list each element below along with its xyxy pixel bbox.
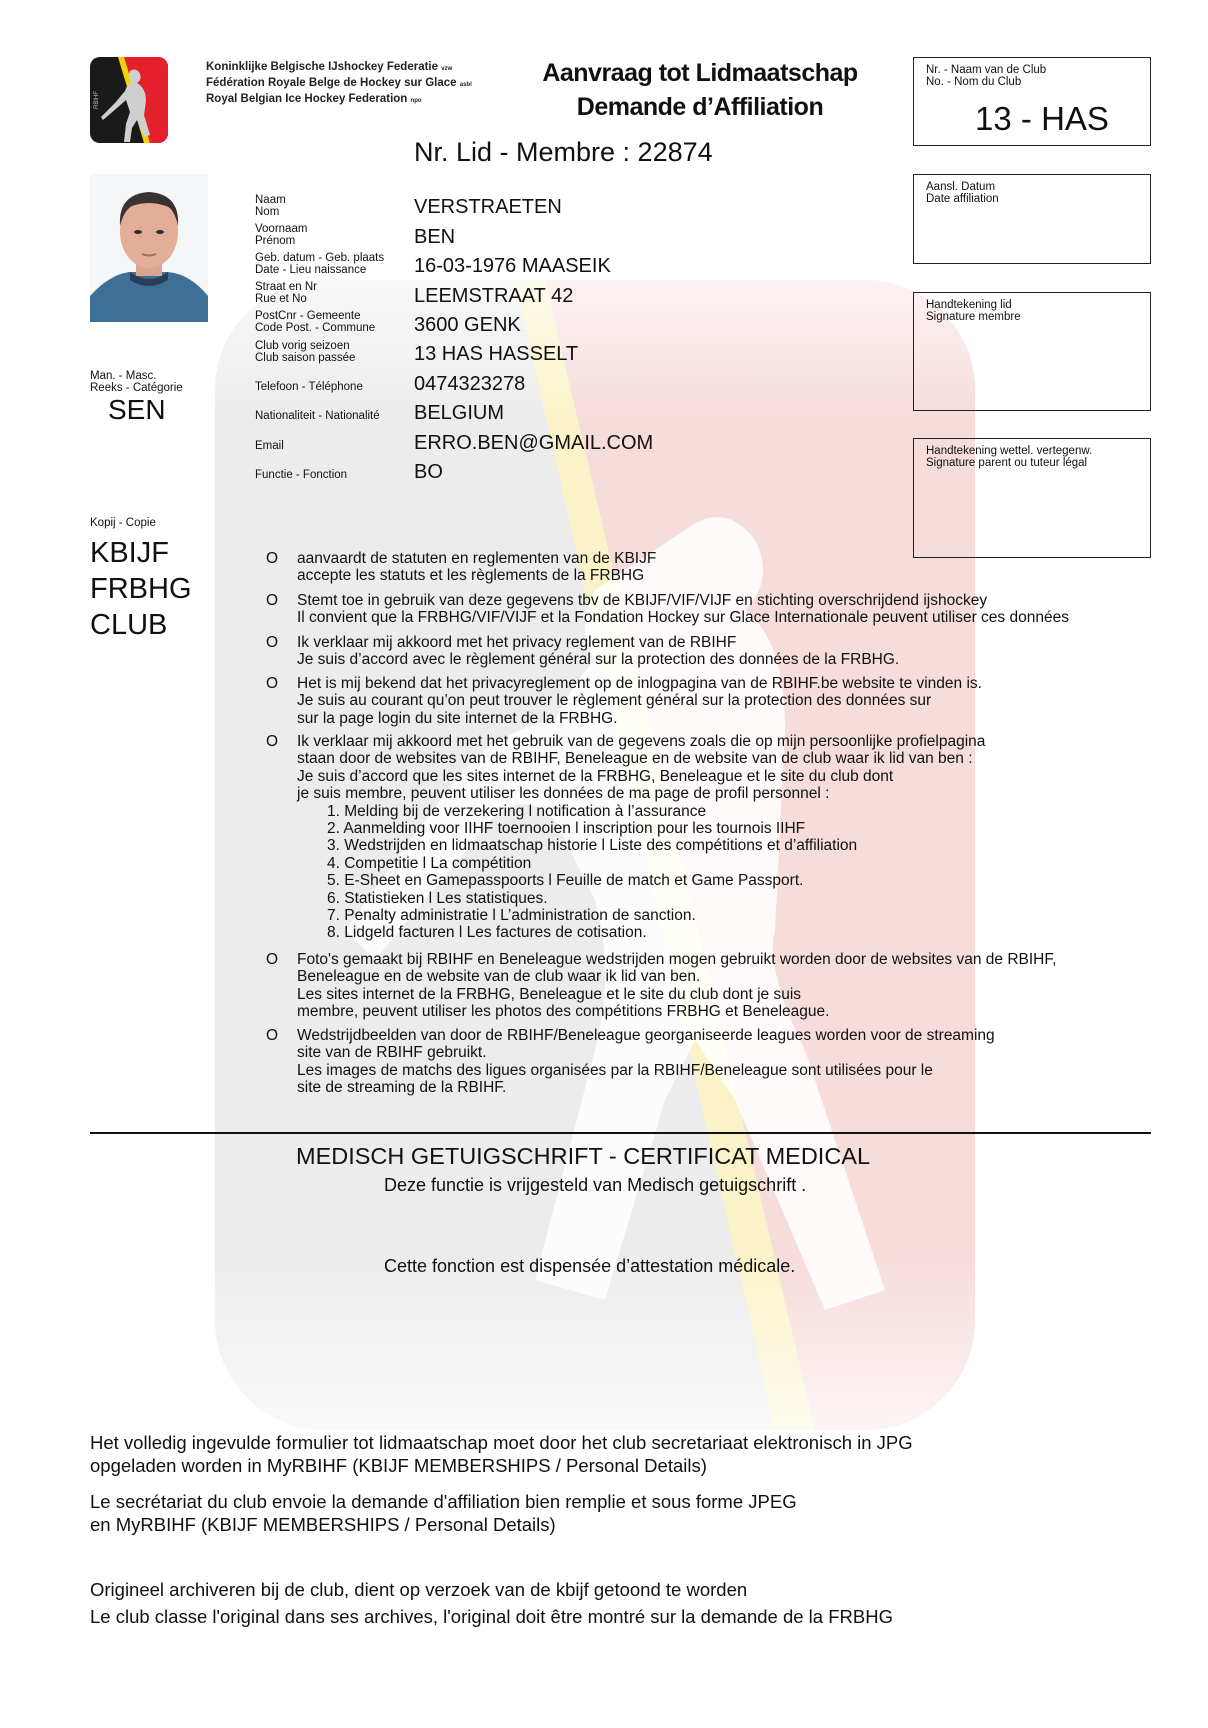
form-title-fr: Demande d’Affiliation	[576, 93, 824, 121]
parent-signature-label-fr: Signature parent ou tuteur légal	[926, 457, 1088, 469]
field-label-phone: Telefoon - Téléphone	[255, 381, 363, 393]
field-value-first-name: BEN	[414, 226, 456, 248]
consent-sublist-item: 5. E-Sheet en Gamepasspoorts l Feuille de match et Game Passport.	[327, 872, 804, 890]
footer-upload-nl: Het volledig ingevulde formulier tot lidmaatschap moet door het club secretariaat elektronisch in JPG opgeladen worden in MyRBIHF (KBIJF MEMBERSHIPS / Personal Details)	[90, 1432, 913, 1476]
consent-text-line: Ik verklaar mij akkoord met het privacy reglement van de RBIHF	[297, 634, 737, 651]
field-label-name: Naam Nom	[255, 194, 286, 218]
medical-title: MEDISCH GETUIGSCHRIFT - CERTIFICAT MEDICAL	[296, 1143, 871, 1169]
consent-sublist-item: 3. Wedstrijden en lidmaatschap historie l Liste des compétitions et d’affiliation	[327, 837, 858, 855]
federation-name-en: Royal Belgian Ice Hockey Federation npo	[206, 93, 422, 105]
field-value-nationality: BELGIUM	[414, 402, 505, 424]
consent-checkbox[interactable]: O	[266, 1027, 279, 1044]
consent-sublist-item: 6. Statistieken l Les statistiques.	[327, 889, 548, 907]
consent-checkbox[interactable]: O	[266, 951, 279, 968]
consent-text-line: membre, peuvent utiliser les photos des compétitions FRBHG et Beneleague.	[297, 1003, 830, 1021]
field-label-nationality: Nationaliteit - Nationalité	[255, 410, 380, 422]
club-box-label-fr: No. - Nom du Club	[926, 76, 1022, 88]
consent-text-line: site van de RBIHF gebruikt.	[297, 1044, 487, 1062]
field-value-name: VERSTRAETEN	[414, 196, 562, 218]
footer-archive-fr: Le club classe l'original dans ses archives, l'original doit être montré sur la demande de la FRBHG	[90, 1606, 893, 1627]
field-value-street: LEEMSTRAAT 42	[414, 285, 574, 307]
federation-logo	[90, 57, 168, 143]
consent-text-line: Les images de matchs des ligues organisées par la RBIHF/Beneleague sont utilisées pour le	[297, 1061, 933, 1079]
consent-text-line: site de streaming de la RBIHF.	[297, 1079, 507, 1097]
footer-upload-fr: Le secrétariat du club envoie la demande d'affiliation bien remplie et sous forme JPEG en MyRBIHF (KBIJF MEMBERSHIPS / Personal Details)	[90, 1491, 797, 1535]
consent-text-line: Il convient que la FRBHG/VIF/VIJF et la Fondation Hockey sur Glace Internationale peuvent utiliser ces données	[297, 609, 1069, 627]
footer-archive-nl: Origineel archiveren bij de club, dient op verzoek van de kbijf getoond te worden	[90, 1579, 748, 1600]
medical-note-fr: Cette fonction est dispensée d’attestation médicale.	[384, 1256, 796, 1276]
consent-text-line: Stemt toe in gebruik van deze gegevens tbv de KBIJF/VIF/VIJF en stichting overschrijdend ijshockey	[297, 592, 988, 609]
consent-text-line: staan door de websites van de RBIHF, Beneleague en de website van de club waar ik lid van ben :	[297, 750, 973, 768]
field-label-street: Straat en Nr Rue et No	[255, 281, 317, 305]
member-signature-box[interactable]	[913, 292, 1151, 411]
federation-names	[206, 60, 472, 108]
copy-club: CLUB	[90, 609, 168, 641]
consent-text-line: Je suis d’accord que les sites internet de la FRBHG, Beneleague et le site du club dont	[297, 767, 894, 785]
club-box	[913, 57, 1151, 146]
copy-kbijf: KBIJF	[90, 537, 169, 569]
person-portrait-icon	[90, 174, 208, 322]
consent-sublist-item: 4. Competitie l La compétition	[327, 854, 532, 872]
consent-item	[266, 951, 1146, 1021]
member-signature-label-nl: Handtekening lid	[926, 299, 1012, 311]
consent-checkbox[interactable]: O	[266, 634, 279, 651]
consent-text-line: Beneleague en de website van de club waar ik lid van ben.	[297, 968, 701, 986]
field-value-function: BO	[414, 461, 443, 483]
consent-item	[266, 634, 1146, 669]
consent-item	[266, 675, 1146, 727]
field-value-phone: 0474323278	[414, 373, 526, 395]
member-number: Nr. Lid - Membre : 22874	[414, 137, 713, 167]
federation-name-nl: Koninklijke Belgische IJshockey Federatie vzw	[206, 61, 453, 73]
consent-checkbox[interactable]: O	[266, 592, 279, 609]
field-label-birth: Geb. datum - Geb. plaats Date - Lieu naissance	[255, 252, 385, 276]
consent-text-line: je suis membre, peuvent utiliser les données de ma page de profil personnel :	[297, 785, 830, 803]
consent-text-line: aanvaardt de statuten en reglementen van de KBIJF	[297, 550, 657, 567]
consent-item	[266, 1027, 1146, 1097]
section-divider	[90, 1132, 1151, 1134]
consent-text-line: Les sites internet de la FRBHG, Beneleague et le site du club dont je suis	[297, 985, 802, 1003]
member-signature-label-fr: Signature membre	[926, 311, 1021, 323]
field-label-email: Email	[255, 440, 284, 452]
category-value: SEN	[108, 394, 166, 425]
consent-text-line: Het is mij bekend dat het privacyreglement op de inlogpagina van de RBIHF.be website te vinden is.	[297, 675, 982, 692]
consent-text-line: Ik verklaar mij akkoord met het gebruik van de gegevens zoals die op mijn persoonlijke profielpagina	[297, 733, 986, 750]
parent-signature-box[interactable]	[913, 438, 1151, 558]
field-label-function: Functie - Fonction	[255, 469, 348, 481]
form-title-nl: Aanvraag tot Lidmaatschap	[542, 59, 858, 87]
affiliation-date-label-fr: Date affiliation	[926, 193, 999, 205]
consent-sublist-item: 2. Aanmelding voor IIHF toernooien l inscription pour les tournois IIHF	[327, 820, 806, 838]
consent-text-line: Je suis d’accord avec le règlement général sur la protection des données de la FRBHG.	[297, 651, 900, 669]
field-value-previous-club: 13 HAS HASSELT	[414, 343, 579, 365]
consent-sublist-item: 7. Penalty administratie l L’administration de sanction.	[327, 907, 696, 925]
field-label-previous-club: Club vorig seizoen Club saison passée	[255, 340, 356, 364]
field-label-postcode: PostCnr - Gemeente Code Post. - Commune	[255, 310, 376, 334]
member-photo	[90, 174, 208, 322]
club-box-label-nl: Nr. - Naam van de Club	[926, 64, 1047, 76]
consent-item	[266, 733, 1146, 942]
consent-text-line: accepte les statuts et les règlements de la FRBHG	[297, 567, 645, 585]
medical-note-nl: Deze functie is vrijgesteld van Medisch getuigschrift .	[384, 1175, 807, 1195]
svg-text:RBIHF: RBIHF	[94, 91, 100, 109]
consent-text-line: sur la page login du site internet de la FRBHG.	[297, 709, 618, 727]
parent-signature-label-nl: Handtekening wettel. vertegenw.	[926, 445, 1093, 457]
consent-text-line: Je suis au courant qu’on peut trouver le règlement général sur la protection des données sur	[297, 692, 932, 710]
consent-checkbox[interactable]: O	[266, 675, 279, 692]
consent-sublist-item: 1. Melding bij de verzekering l notification à l’assurance	[327, 802, 707, 820]
category-label: Man. - Masc. Reeks - Catégorie	[90, 370, 183, 394]
field-value-birth: 16-03-1976 MAASEIK	[414, 255, 611, 277]
affiliation-date-box[interactable]	[913, 174, 1151, 264]
consent-checkbox[interactable]: O	[266, 550, 279, 567]
field-label-first-name: Voornaam Prénom	[255, 223, 308, 247]
consent-text-line: Foto's gemaakt bij RBIHF en Beneleague wedstrijden mogen gebruikt worden door de websites van de RBIHF,	[297, 951, 1057, 968]
copy-frbhg: FRBHG	[90, 573, 192, 605]
consent-item	[266, 550, 1146, 585]
federation-name-fr: Fédération Royale Belge de Hockey sur Glace asbl	[206, 77, 472, 89]
consent-item	[266, 592, 1146, 627]
club-value: 13 - HAS	[975, 100, 1109, 137]
affiliation-date-label-nl: Aansl. Datum	[926, 181, 996, 193]
consent-sublist-item: 8. Lidgeld facturen l Les factures de cotisation.	[327, 924, 647, 942]
consent-checkbox[interactable]: O	[266, 733, 279, 750]
hockey-player-icon	[90, 57, 168, 143]
consent-text-line: Wedstrijdbeelden van door de RBIHF/Beneleague georganiseerde leagues worden voor de streaming	[297, 1027, 995, 1044]
form-title	[520, 56, 880, 124]
copy-label: Kopij - Copie	[90, 517, 156, 529]
field-value-email: ERRO.BEN@GMAIL.COM	[414, 432, 654, 454]
field-value-postcode: 3600 GENK	[414, 314, 521, 336]
